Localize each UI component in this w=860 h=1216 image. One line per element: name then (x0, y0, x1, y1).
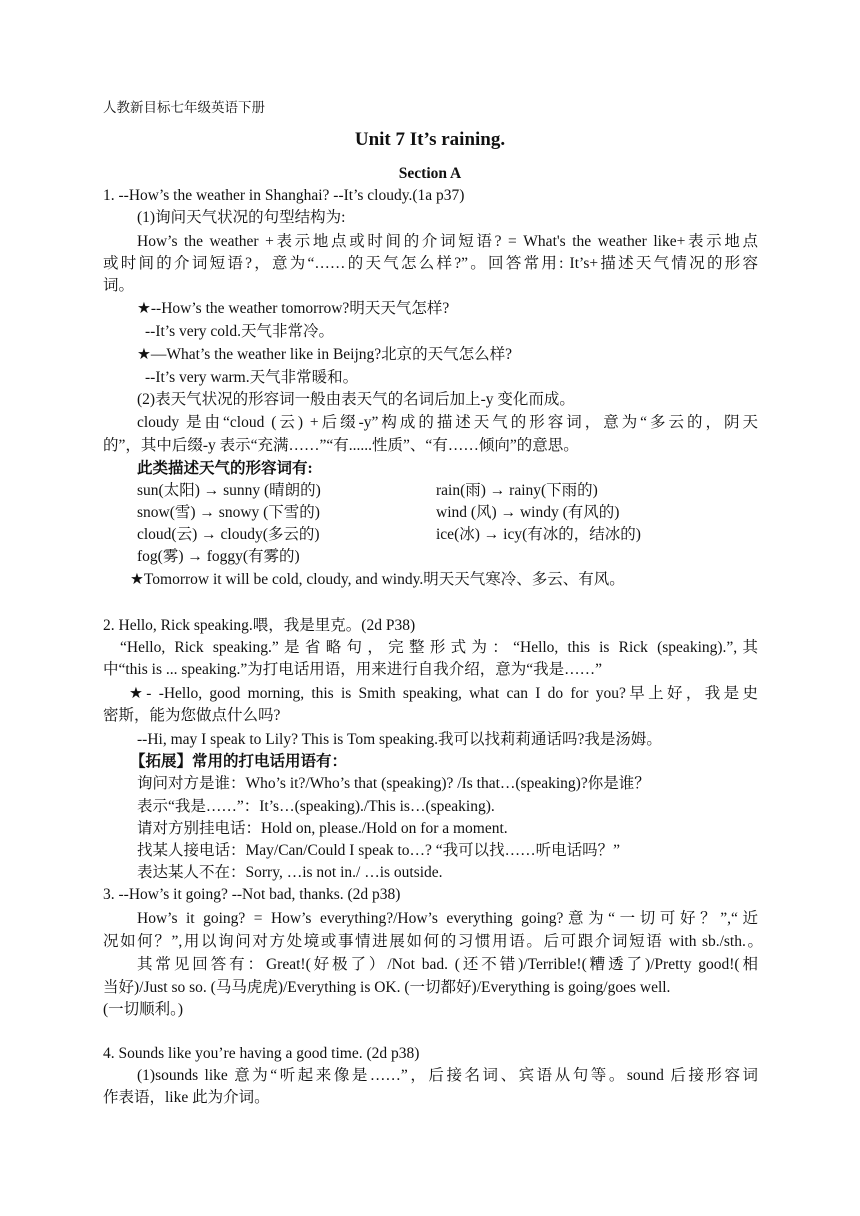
subheading: 此类描述天气的形容词有: (137, 460, 313, 477)
word-pair: snow(雪) → snowy (下雪的) (137, 504, 320, 521)
example-sentence: --It’s very cold.天气非常冷。 (145, 323, 334, 340)
phone-phrase: 请对方别挂电话：Hold on, please./Hold on for a moment. (137, 820, 508, 837)
word-pair: rain(雨) → rainy(下雨的) (436, 482, 598, 499)
point-1-text: 或时间的介词短语?，意为“……的天气怎么样?”。回答常用: It’s+描述天气情况的形容 (103, 255, 758, 272)
word-pair: wind (风) → windy (有风的) (436, 504, 620, 521)
point-2-text: “Hello, Rick speaking.”是省略句，完整形式为：“Hello, this is Rick (speaking).”,其 (120, 639, 758, 656)
point-2-text: 中“this is ... speaking.”为打电话用语，用来进行自我介绍，意为“我是……” (103, 661, 602, 678)
example-sentence: --It’s very warm.天气非常暖和。 (145, 369, 359, 386)
point-4-heading: 4. Sounds like you’re having a good time. (2d p38) (103, 1045, 420, 1062)
point-3-text: How’s it going? = How’s everything?/How’s everything going?意为“一切可好？”,“近 (137, 910, 758, 927)
word-pair: fog(雾) → foggy(有雾的) (137, 548, 300, 565)
example-sentence: ★- -Hello, good morning, this is Smith speaking, what can I do for you?早上好，我是史 (129, 685, 758, 702)
point-3-text: 况如何？”,用以询问对方处境或事情进展如何的习惯用语。后可跟介词短语 with sb./sth.。 (103, 933, 763, 950)
example-sentence: --Hi, may I speak to Lily? This is Tom speaking.我可以找莉莉通话吗?我是汤姆。 (137, 731, 662, 748)
point-1-text: How’s the weather +表示地点或时间的介词短语? = What's the weather like+表示地点 (137, 233, 758, 250)
word-pair: sun(太阳) → sunny (晴朗的) (137, 482, 321, 499)
word-pair: cloud(云) → cloudy(多云的) (137, 526, 320, 543)
word-pair: ice(冰) → icy(有冰的，结冰的) (436, 526, 641, 543)
point-4-text: 作表语，like 此为介词。 (103, 1089, 270, 1106)
point-3-text: 当好)/Just so so. (马马虎虎)/Everything is OK. (一切都好)/Everything is going/goes well. (103, 979, 671, 996)
point-3-text: (一切顺利。) (103, 1001, 184, 1018)
phone-phrase: 询问对方是谁：Who’s it?/Who’s that (speaking)? /Is that…(speaking)?你是谁？ (137, 775, 650, 792)
subheading: 【拓展】常用的打电话用语有： (130, 753, 348, 770)
page-title: Unit 7 It’s raining. (354, 129, 506, 150)
phone-phrase: 表示“我是……”：It’s…(speaking)./This is…(speaking). (137, 798, 495, 815)
point-1-text: (2)表天气状况的形容词一般由表天气的名词后加上-y 变化而成。 (137, 391, 575, 408)
phone-phrase: 表达某人不在：Sorry, …is not in./ …is outside. (137, 864, 443, 881)
point-1-text: 词。 (103, 277, 135, 294)
point-3-text: 其常见回答有：Great!(好极了）/Not bad. (还不错)/Terrible!(糟透了)/Pretty good!(相 (137, 956, 758, 973)
document-header: 人教新目标七年级英语下册 (103, 100, 265, 115)
point-1-text: 的”，其中后缀-y 表示“充满……”“有......性质”、“有……倾向”的意思。 (103, 437, 579, 454)
point-3-heading: 3. --How’s it going? --Not bad, thanks. (2d p38) (103, 886, 401, 903)
example-sentence: ★—What’s the weather like in Beijng?北京的天气怎么样? (137, 346, 513, 363)
point-1-text: (1)询问天气状况的句型结构为: (137, 209, 346, 226)
example-sentence: ★Tomorrow it will be cold, cloudy, and windy.明天天气寒冷、多云、有风。 (130, 571, 625, 588)
example-sentence: ★--How’s the weather tomorrow?明天天气怎样? (137, 300, 450, 317)
phone-phrase: 找某人接电话：May/Can/Could I speak to…? “我可以找……听电话吗？” (137, 842, 621, 859)
point-4-text: (1)sounds like 意为“听起来像是……”，后接名词、宾语从句等。sound 后接形容词 (137, 1067, 758, 1084)
point-1-heading: 1. --How’s the weather in Shanghai? --It’s cloudy.(1a p37) (103, 187, 465, 204)
point-2-heading: 2. Hello, Rick speaking.喂，我是里克。(2d P38) (103, 617, 416, 634)
section-heading: Section A (398, 165, 462, 182)
point-1-text: cloudy 是由“cloud (云) +后缀-y”构成的描述天气的形容词，意为“多云的，阴天 (137, 414, 758, 431)
example-sentence: 密斯，能为您做点什么吗? (103, 707, 281, 724)
